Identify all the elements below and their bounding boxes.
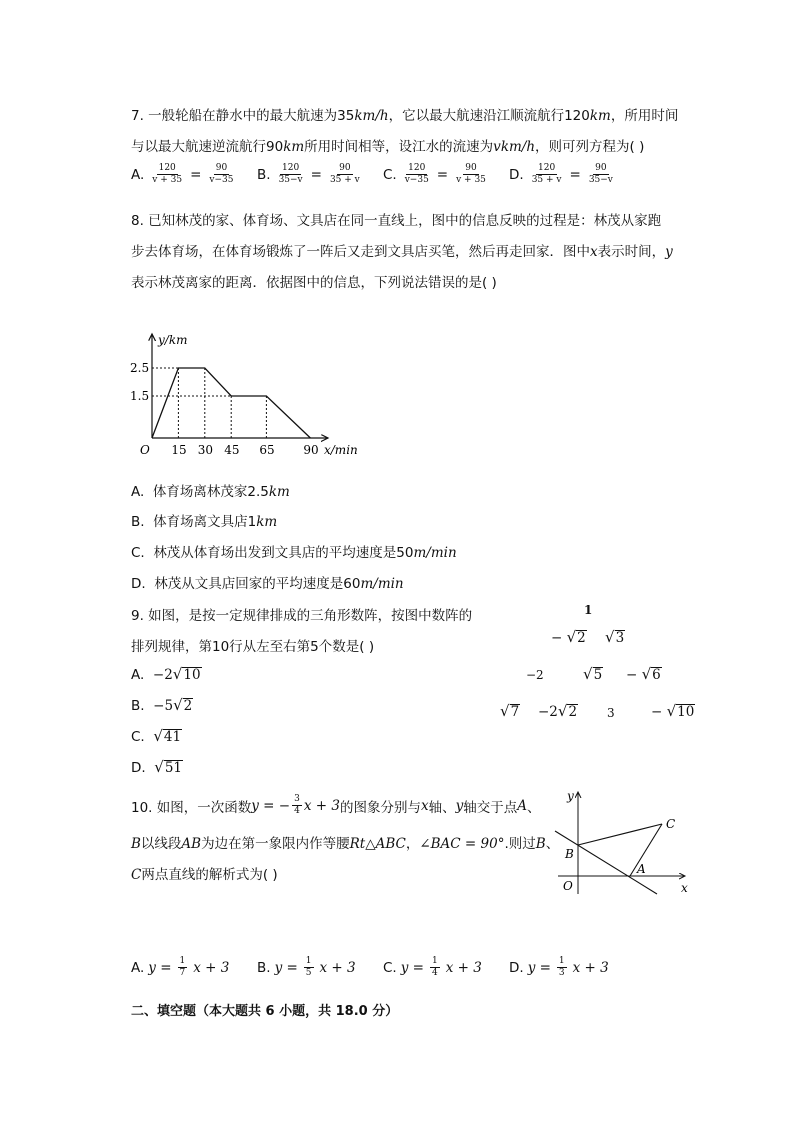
label-x: x xyxy=(681,881,688,895)
label-b: B xyxy=(565,847,574,861)
q7-line2: 与以最大航速逆流航行90km所用时间相等，设江水的流速为vkm/h，则可列方程为( ) xyxy=(131,139,645,155)
q9-option-b[interactable]: B. −5 √ 2 xyxy=(131,696,193,714)
q7-options xyxy=(131,163,635,186)
q10-line2: B以线段AB为边在第一象限内作等腰Rt△ABC，∠BAC = 90°.则过B、 xyxy=(131,836,560,852)
array-cell: 1 xyxy=(584,603,593,617)
q8-option-b[interactable]: B. 体育场离文具店1km xyxy=(131,514,278,530)
segment-bc xyxy=(578,824,662,845)
series-line xyxy=(152,368,310,438)
label-o: O xyxy=(563,879,573,893)
x-tick-label: 45 xyxy=(224,443,240,457)
array-cell: 3 xyxy=(607,706,615,720)
q8-option-c[interactable]: C. 林茂从体育场出发到文具店的平均速度是50m/min xyxy=(131,545,457,561)
label-c: C xyxy=(666,817,676,831)
array-cell: −2 √ 2 xyxy=(538,702,578,720)
q10-option-c[interactable]: C. y = $\frac{1}{4}$ x + 3 xyxy=(383,956,482,978)
x-tick-label: 15 xyxy=(171,443,187,457)
label-y: y xyxy=(567,789,574,803)
array-cell: √ 3 xyxy=(605,628,625,646)
q7-option-b[interactable]: B. $\frac{120}{35-v}$ = $\frac{90}{35 + v}$ xyxy=(257,163,360,185)
q9-option-a[interactable]: A. −2 √ 10 xyxy=(131,665,201,683)
q10-figure xyxy=(550,786,695,898)
y-tick-label: 2.5 xyxy=(130,361,150,375)
origin-label: O xyxy=(140,443,150,457)
q8-line3: 表示林茂离家的距离．依据图中的信息，下列说法错误的是( ) xyxy=(131,275,497,291)
q10-option-a[interactable]: A. y = $\frac{1}{7}$ x + 3 xyxy=(131,956,230,978)
label-a: A xyxy=(637,862,646,876)
x-tick-label: 30 xyxy=(197,443,214,457)
q8-distance-time-chart xyxy=(120,330,380,465)
q9-line1: 9. 如图，是按一定规律排成的三角形数阵，按图中数阵的 xyxy=(131,608,473,624)
q7-option-a[interactable]: A. $\frac{120}{v + 35}$ = $\frac{90}{v-35}$ xyxy=(131,163,234,185)
q9-line2: 排列规律，第10行从左至右第5个数是( ) xyxy=(131,639,375,655)
q8-option-d[interactable]: D. 林茂从文具店回家的平均速度是60m/min xyxy=(131,576,404,592)
q7-option-c[interactable]: C. $\frac{120}{v-35}$ = $\frac{90}{v + 35}$ xyxy=(383,163,486,185)
array-cell: √ 5 xyxy=(583,665,603,683)
array-cell: √ 7 xyxy=(500,702,520,720)
array-cell: −2 xyxy=(526,668,544,682)
x-tick-label: 65 xyxy=(259,443,275,457)
segment-ca xyxy=(630,824,662,876)
q8-line2: 步去体育场，在体育场锻炼了一阵后又走到文具店买笔，然后再走回家．图中x表示时间，y xyxy=(131,244,673,260)
x-axis-label: x/min xyxy=(324,443,358,457)
array-cell: − √ 10 xyxy=(651,702,695,720)
q9-option-d[interactable]: D. √ 51 xyxy=(131,758,183,776)
y-tick-label: 1.5 xyxy=(130,389,150,403)
x-tick-label: 90 xyxy=(303,443,319,457)
q7-option-d[interactable]: D. $\frac{120}{35 + v}$ = $\frac{90}{35-v}$ xyxy=(509,163,613,185)
q10-option-d[interactable]: D. y = $\frac{1}{3}$ x + 3 xyxy=(509,956,609,978)
q10-option-b[interactable]: B. y = $\frac{1}{5}$ x + 3 xyxy=(257,956,356,978)
q10-options xyxy=(131,956,635,979)
array-cell: − √ 6 xyxy=(626,665,661,683)
array-cell: − √ 2 xyxy=(551,628,586,646)
q10-line3: C两点直线的解析式为( ) xyxy=(131,867,278,883)
q9-option-c[interactable]: C. √ 41 xyxy=(131,727,182,745)
section-heading: 二、填空题（本大题共 6 小题，共 18.0 分） xyxy=(131,1004,399,1019)
q7-line1: 7. 一般轮船在静水中的最大航速为35km/h，它以最大航速沿江顺流航行120km，所用时间 xyxy=(131,108,679,124)
q8-option-a[interactable]: A. 体育场离林茂家2.5km xyxy=(131,484,290,500)
q10-line1: 10. 如图，一次函数 y = − $\frac{3}{4}$ x + 3 的图象分别与 x 轴、 y 轴交于点 A 、 xyxy=(131,794,541,816)
q8-line1: 8. 已知林茂的家、体育场、文具店在同一直线上，图中的信息反映的过程是：林茂从家跑 xyxy=(131,213,662,229)
y-axis-label: y/km xyxy=(158,333,188,347)
